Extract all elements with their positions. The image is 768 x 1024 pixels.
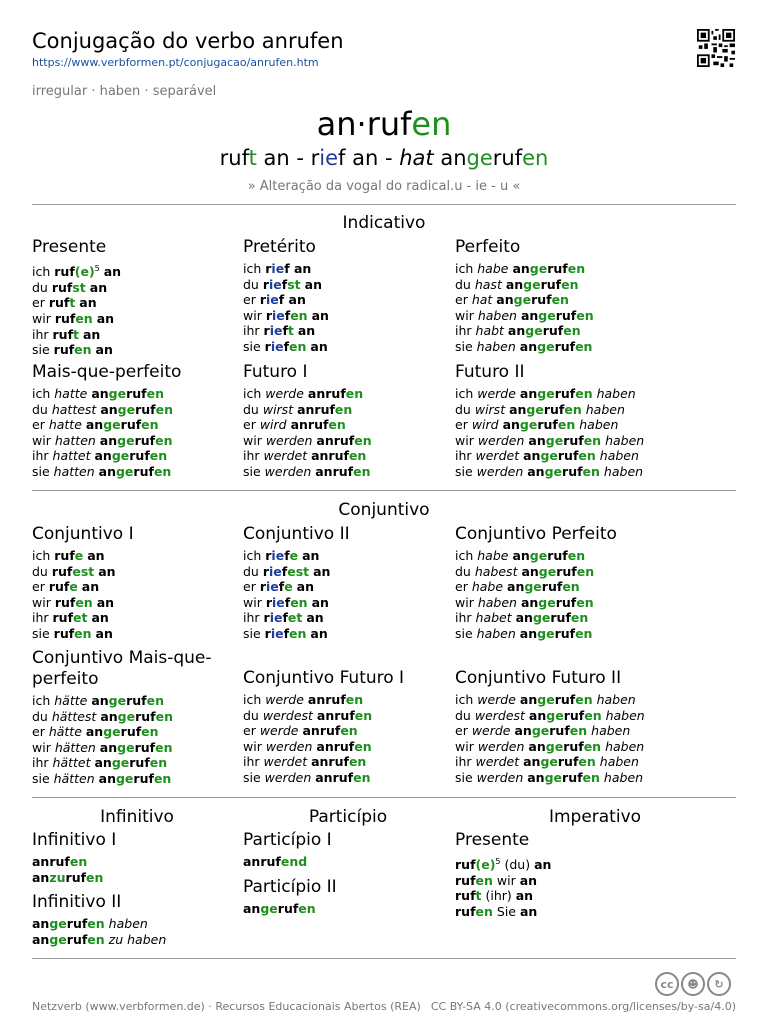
conj-row: ihr werdet anrufen (243, 448, 367, 464)
attribution-icon: ☻ (681, 972, 705, 996)
conj-row: wir werden angerufen haben (455, 432, 645, 448)
page-url[interactable]: https://www.verbformen.pt/conjugacao/anrufen.htm (32, 56, 319, 69)
conj-row: wir riefen an (243, 307, 329, 323)
license-badges (655, 972, 731, 996)
section-infinitivo: Infinitivo (100, 807, 174, 827)
conj-row: ihr werdet angerufen haben (455, 754, 639, 770)
conj-row: wir rufen an (32, 594, 115, 610)
conj-row: du wirst angerufen haben (455, 401, 625, 417)
conj-row: er wird angerufen haben (455, 417, 619, 433)
conj-row: er riefe an (243, 579, 315, 595)
conj-row: du riefest an (243, 563, 331, 579)
page-title: Conjugação do verbo anrufen (32, 29, 344, 53)
divider (32, 204, 736, 205)
conj-row: sie haben angerufen (455, 625, 593, 641)
tense-mais-que-perfeito (32, 362, 237, 480)
conj-row: wir haben angerufen (455, 594, 594, 610)
conj-row: er rief an (243, 292, 306, 308)
tense-title: Conjuntivo Futuro II (455, 668, 622, 688)
conj-row: anrufend (243, 854, 308, 869)
tense-infinitivo-1 (32, 830, 237, 885)
tense-title: Conjuntivo I (32, 524, 134, 544)
page-header (32, 28, 344, 69)
conj-row: sie riefen an (243, 625, 328, 641)
conj-row: ich habe angerufen (455, 548, 586, 563)
tense-title: Conjuntivo Futuro I (243, 668, 405, 688)
section-conjuntivo: Conjuntivo (338, 500, 430, 520)
divider (32, 797, 736, 798)
footer-source[interactable]: Netzverb (www.verbformen.de) · Recursos Educacionais Abertos (REA) (32, 1000, 421, 1013)
tense-title: Presente (32, 237, 107, 257)
divider (32, 958, 736, 959)
conj-row: er werde angerufen haben (455, 723, 631, 739)
conj-row: er hatte angerufen (32, 417, 159, 433)
verb-title: an·rufen (316, 105, 452, 143)
conj-row: du werdest anrufen (243, 707, 373, 723)
conj-row: du riefst an (243, 276, 322, 292)
tense-title: Presente (455, 830, 530, 850)
conj-row: anrufen (32, 854, 88, 869)
conj-row: $ruf(e)^5$ (du) an (455, 857, 552, 873)
section-participio: Particípio (308, 807, 388, 827)
tense-title: Particípio II (243, 877, 337, 897)
verb-tags: irregular · haben · separável (32, 84, 217, 99)
qr-code-icon (697, 29, 735, 67)
tense-participio-2 (243, 877, 448, 917)
conj-row: du habest angerufen (455, 563, 595, 579)
tense-title: Particípio I (243, 830, 332, 850)
tense-infinitivo-2 (32, 892, 237, 947)
cc-icon: cc (655, 972, 679, 996)
conj-row: er rufe an (32, 579, 100, 595)
conj-row: ich werde anrufen (243, 692, 364, 707)
tense-participio-1 (243, 830, 448, 870)
tense-conjuntivo-2 (243, 524, 448, 642)
conj-row: ihr hättet angerufen (32, 755, 168, 771)
conj-row: wir werden anrufen (243, 432, 372, 448)
conj-row: er hätte angerufen (32, 724, 159, 740)
conj-row: er habe angerufen (455, 579, 580, 595)
tense-title: Infinitivo II (32, 892, 122, 912)
conj-row: sie rufen an (32, 342, 113, 358)
conj-row: rufen wir an (455, 872, 538, 888)
conj-row: ihr rieft an (243, 323, 316, 339)
conj-row: ich werde angerufen haben (455, 692, 636, 707)
conj-row: ich hätte angerufen (32, 693, 164, 708)
tense-title: Conjuntivo Mais-que-perfeito (32, 648, 212, 689)
conj-row: wir rufen an (32, 310, 115, 326)
conj-row: sie hätten angerufen (32, 770, 172, 786)
conj-row: ihr habt angerufen (455, 323, 581, 339)
tense-title: Futuro II (455, 362, 525, 382)
principal-parts: ruft an - rief an - hat angerufen (219, 146, 549, 170)
tense-futuro-2 (455, 362, 660, 480)
conj-row: ihr werdet anrufen (243, 754, 367, 770)
conj-row: ich hatte angerufen (32, 386, 164, 401)
tense-title: Perfeito (455, 237, 521, 257)
conj-row: wir haben angerufen (455, 307, 594, 323)
conj-row: er hat angerufen (455, 292, 569, 308)
conj-row: ich werde angerufen haben (455, 386, 636, 401)
conj-row: du rufst an (32, 279, 108, 295)
share-alike-icon: ↻ (707, 972, 731, 996)
conj-row: angerufen haben (32, 916, 148, 931)
conj-row: wir werden angerufen haben (455, 738, 645, 754)
conj-row: sie rufen an (32, 625, 113, 641)
conj-row: du werdest angerufen haben (455, 707, 645, 723)
footer-license[interactable]: CC BY-SA 4.0 (creativecommons.org/licenses/by-sa/4.0) (430, 1000, 736, 1013)
tense-title: Conjuntivo II (243, 524, 350, 544)
conj-row: wir hätten angerufen (32, 739, 173, 755)
conj-row: du hast angerufen (455, 276, 579, 292)
section-imperativo: Imperativo (548, 807, 642, 827)
conj-row: sie werden anrufen (243, 769, 371, 785)
tense-title: Futuro I (243, 362, 308, 382)
tense-imperativo-presente (455, 830, 660, 920)
conj-row: ich werde anrufen (243, 386, 364, 401)
conj-row: sie werden anrufen (243, 463, 371, 479)
conj-row: sie riefen an (243, 338, 328, 354)
conj-row: du wirst anrufen (243, 401, 353, 417)
conj-row: er ruft an (32, 295, 97, 311)
tense-title: Infinitivo I (32, 830, 117, 850)
conj-row: er werde anrufen (243, 723, 358, 739)
conj-row: rufen Sie an (455, 903, 538, 919)
conj-row: sie hatten angerufen (32, 463, 172, 479)
tense-title: Mais-que-perfeito (32, 362, 182, 382)
conj-row: ihr ruft an (32, 326, 101, 342)
conj-row: du hättest angerufen (32, 708, 174, 724)
conj-row: du rufest an (32, 563, 116, 579)
conj-row: wir werden anrufen (243, 738, 372, 754)
conj-row: angerufen (243, 901, 316, 916)
tense-title: Conjuntivo Perfeito (455, 524, 617, 544)
tense-preterito (243, 237, 448, 355)
divider (32, 490, 736, 491)
tense-title: Pretérito (243, 237, 316, 257)
tense-presente (32, 237, 237, 358)
conj-row: ihr habet angerufen (455, 610, 589, 626)
ablaut-note: » Alteração da vogal do radical.u - ie - u « (247, 179, 521, 194)
conj-row: er wird anrufen (243, 417, 346, 433)
conj-row: wir hatten angerufen (32, 432, 173, 448)
conj-row: ich habe angerufen (455, 261, 586, 276)
tense-conjuntivo-mais-que-perfeito (32, 648, 237, 787)
conj-row: ihr rufet an (32, 610, 109, 626)
conj-row: du hattest angerufen (32, 401, 174, 417)
conj-row: ruft (ihr) an (455, 888, 534, 904)
conj-row: ich $ruf(e)^5$ an (32, 264, 122, 280)
conj-row: angerufen zu haben (32, 931, 167, 947)
tense-conjuntivo-1 (32, 524, 237, 642)
conj-row: ich rufe an (32, 548, 105, 563)
tense-futuro-1 (243, 362, 448, 480)
conj-row: ihr riefet an (243, 610, 324, 626)
conj-row: ich rief an (243, 261, 312, 276)
conj-row: anzurufen (32, 869, 104, 885)
conj-row: ihr hattet angerufen (32, 448, 168, 464)
section-indicativo: Indicativo (342, 213, 426, 233)
conj-row: wir riefen an (243, 594, 329, 610)
conj-row: sie werden angerufen haben (455, 769, 644, 785)
tense-conjuntivo-futuro-1 (243, 668, 448, 786)
tense-conjuntivo-futuro-2 (455, 668, 660, 786)
conj-row: ich riefe an (243, 548, 320, 563)
tense-conjuntivo-perfeito (455, 524, 660, 642)
conj-row: sie haben angerufen (455, 338, 593, 354)
conj-row: ihr werdet angerufen haben (455, 448, 639, 464)
conj-row: sie werden angerufen haben (455, 463, 644, 479)
tense-perfeito (455, 237, 660, 355)
